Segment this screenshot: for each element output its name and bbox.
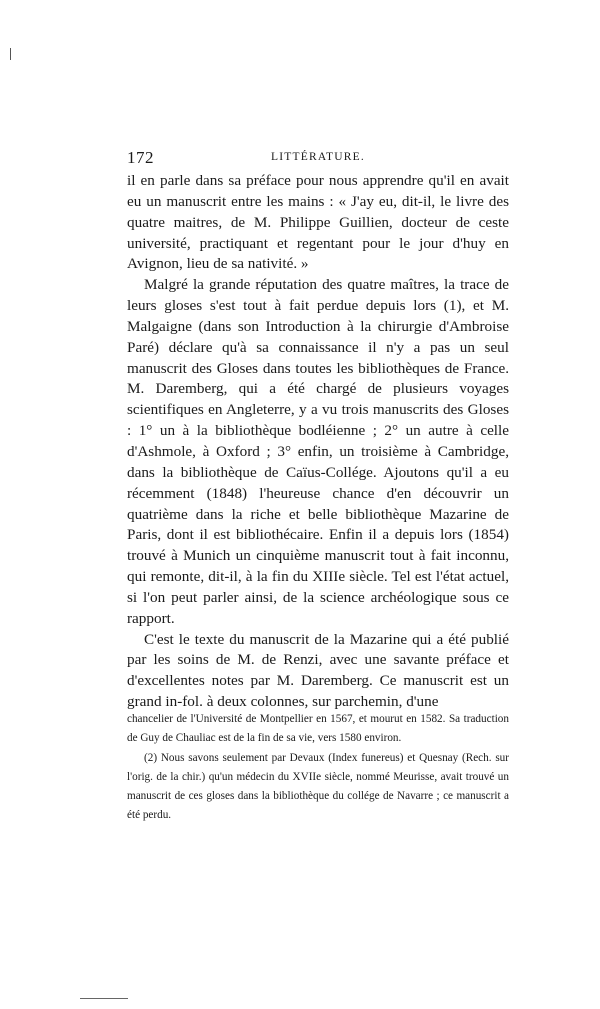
running-head: LITTÉRATURE. — [271, 151, 365, 163]
footnote-2: (2) Nous savons seulement par Devaux (Index funereus) et Quesnay (Rech. sur l'orig. de la chir.) qu'un médecin du XVIIe siècle, nommé Meurisse, avait trouvé un manuscrit de ces gloses dans la bibliothèque du collége de Navarre ; ce manuscrit a été perdu. — [127, 751, 509, 822]
page-number: 172 — [127, 148, 154, 167]
paragraph-1: il en parle dans sa préface pour nous apprendre qu'il en avait eu un manuscrit entre les mains : « J'ay eu, dit-il, le livre des quatre maitres, de M. Philippe Guillien, docteur de ceste université, practiquant et regentant pour le jour d'huy en Avignon, lieu de sa nativité. » — [127, 172, 509, 273]
footnotes — [127, 710, 509, 826]
body-text — [127, 171, 509, 713]
footnote-continued: chancelier de l'Université de Montpellier en 1567, et mourut en 1582. Sa traduction de Guy de Chauliac est de la fin de sa vie, vers 1580 environ. — [127, 713, 509, 745]
paragraph-3: C'est le texte du manuscrit de la Mazarine qui a été publié par les soins de M. de Renzi, avec une savante préface et d'excellentes notes par M. Daremberg. Ce manuscrit est un grand in-fol. à deux colonnes, sur parchemin, d'une — [127, 630, 509, 711]
page-header — [127, 148, 509, 170]
paragraph-2: Malgré la grande réputation des quatre maîtres, la trace de leurs gloses s'est tout à fait perdue depuis lors (1), et M. Malgaigne (dans son Introduction à la chirurgie d'Ambroise Paré) déclare qu'à sa connaissance il n'y a pas un seul manuscrit des Gloses dans toutes les bibliothèques de France. M. Daremberg, qui a été chargé de plusieurs voyages scientifiques en Angleterre, y a vu trois manuscrits des Gloses : 1° un à la bibliothèque bodléienne ; 2° un autre à celle d'Ashmole, à Oxford ; 3° enfin, un troisième à Cambridge, dans la bibliothèque de Caïus-Collége. Ajoutons qu'il a eu récemment (1848) l'heureuse chance d'en découvrir un quatrième dans la riche et belle bibliothèque Mazarine de Paris, dont il est bibliothécaire. Enfin il a depuis lors (1854) trouvé à Munich un cinquième manuscrit tout à fait inconnu, qui remonte, dit-il, à la fin du XIIIe siècle. Tel est l'état actuel, si l'on peut parler ainsi, de la science archéologique sous ce rapport. — [127, 276, 509, 627]
bottom-rule — [80, 998, 128, 999]
margin-mark — [10, 48, 11, 60]
